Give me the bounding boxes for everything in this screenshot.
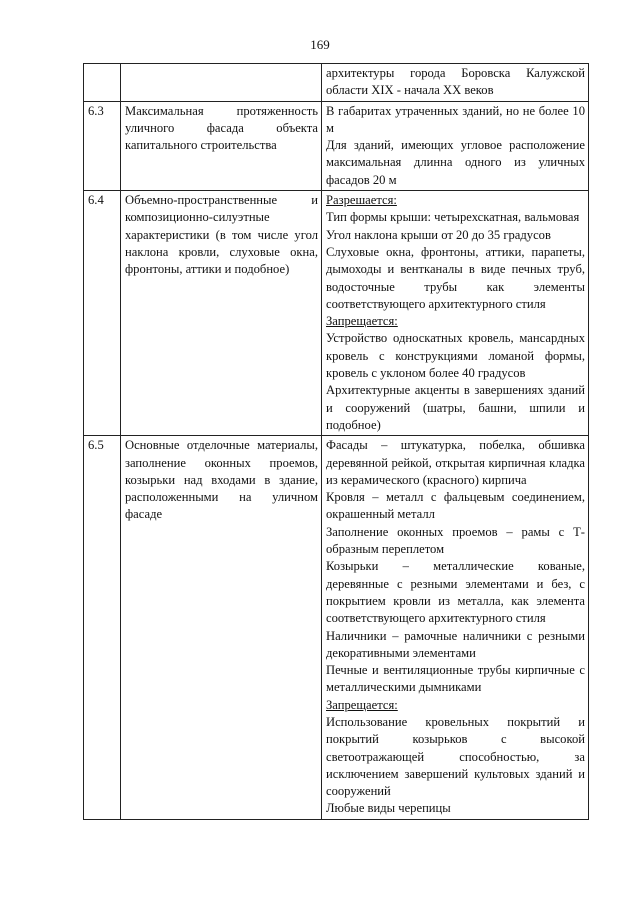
row-number-cell: 6.4 [84, 191, 121, 436]
row-number-cell [84, 64, 121, 102]
page-number: 169 [310, 37, 330, 52]
section-heading: Разрешается: [326, 193, 397, 208]
section-heading: Запрещается: [326, 314, 398, 329]
value-paragraph: архитектуры города Боровска Калужской области XIX - начала XX веков [326, 66, 585, 98]
value-paragraph: Слуховые окна, фронтоны, аттики, парапеты, дымоходы и вентканалы в виде печных труб, водосточные трубы как элементы соответствующего архитектурного стиля [326, 244, 585, 311]
value-paragraph: Любые виды черепицы [326, 801, 451, 816]
value-paragraph: Козырьки – металлические кованые, деревянные с резными элементами и без, с покрытием кровли из металла, как элемента соответствующего архитектурного стиля [326, 559, 585, 626]
value-paragraph: Фасады – штукатурка, побелка, обшивка деревянной рейкой, открытая кирпичная кладка из керамического (красного) кирпича [326, 438, 585, 487]
value-paragraph: Для зданий, имеющих угловое расположение максимальная длинна одного из уличных фасадов 20 м [326, 138, 585, 187]
table-body [84, 64, 589, 820]
value-paragraph: Кровля – металл с фальцевым соединением, окрашенный металл [326, 490, 585, 522]
parameter-value-cell [322, 64, 589, 102]
parameter-name-cell: Основные отделочные материалы, заполнение оконных проемов, козырьки над входами в здание, расположенными на уличном фасаде [121, 436, 322, 820]
row-number-cell: 6.5 [84, 436, 121, 820]
parameter-name-cell [121, 64, 322, 102]
table-row [84, 101, 589, 190]
parameter-name-cell: Объемно-пространственные и композиционно-силуэтные характеристики (в том числе угол наклона кровли, слуховые окна, фронтоны, аттики и подобное) [121, 191, 322, 436]
value-paragraph: Использование кровельных покрытий и покрытий козырьков с высокой светоотражающей способностью, за исключением завершений культовых зданий и сооружений [326, 714, 585, 799]
section-heading: Запрещается: [326, 697, 398, 712]
value-paragraph: Тип формы крыши: четырехскатная, вальмовая [326, 210, 580, 225]
table-row [84, 191, 589, 436]
value-paragraph: В габаритах утраченных зданий, но не более 10 м [326, 103, 585, 135]
table-row [84, 64, 589, 102]
value-paragraph: Печные и вентиляционные трубы кирпичные с металлическими дымниками [326, 663, 585, 695]
value-paragraph: Заполнение оконных проемов – рамы с Т- образным переплетом [326, 524, 585, 557]
parameter-value-cell [322, 436, 589, 820]
row-number-cell: 6.3 [84, 101, 121, 190]
value-paragraph: Архитектурные акценты в завершениях зданий и сооружений (шатры, башни, шпили и подобное) [326, 383, 585, 432]
table-row [84, 436, 589, 820]
value-paragraph: Устройство односкатных кровель, мансардных кровель с конструкциями ломаной формы, кровель с уклоном более 40 градусов [326, 331, 585, 381]
parameter-name-cell: Максимальная протяженность уличного фасада объекта капитального строительства [121, 101, 322, 190]
regulations-table [83, 63, 589, 820]
value-paragraph: Угол наклона крыши от 20 до 35 градусов [326, 227, 551, 242]
parameter-value-cell [322, 101, 589, 190]
value-paragraph: Наличники – рамочные наличники с резными декоративными элементами [326, 628, 585, 660]
parameter-value-cell [322, 191, 589, 436]
